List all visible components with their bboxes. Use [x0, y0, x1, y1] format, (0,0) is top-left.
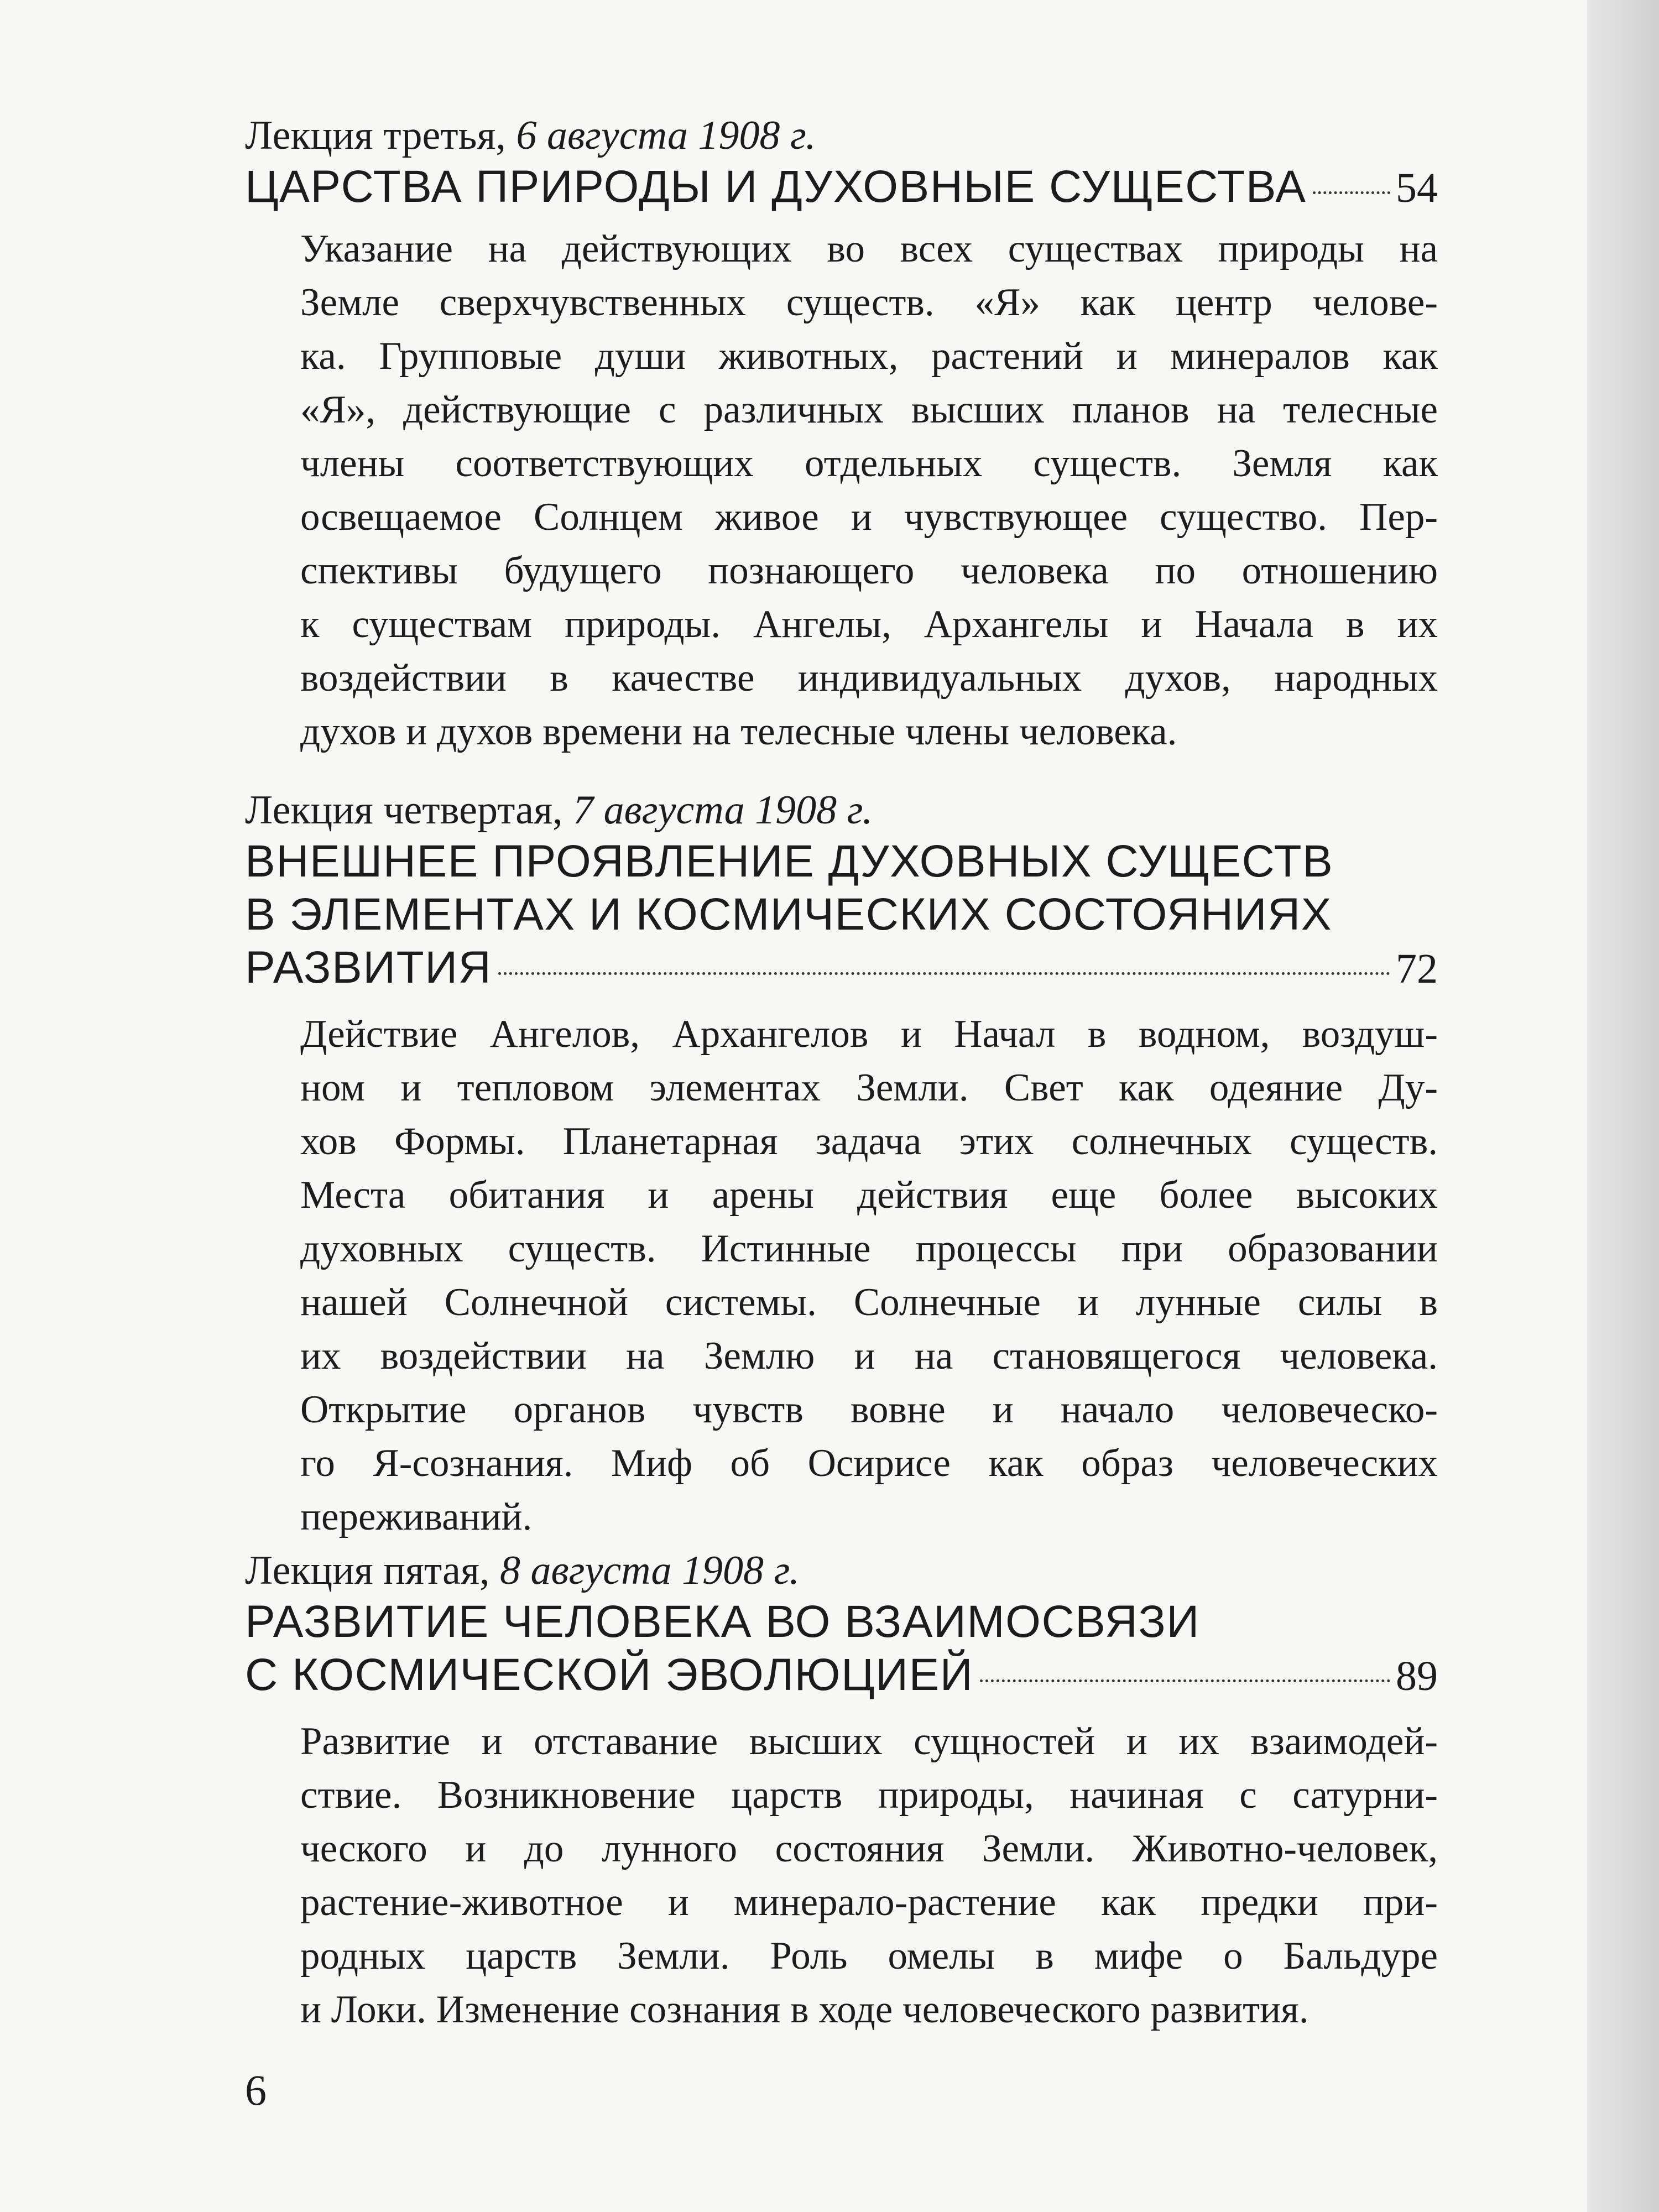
- lecture-header: [245, 111, 1438, 160]
- lecture-header: [245, 1546, 1438, 1595]
- summary-line: освещаемое Солнцем живое и чувствующее существо. Пер-: [300, 495, 1438, 539]
- summary-line: Действие Ангелов, Архангелов и Начал в водном, воздуш-: [300, 1013, 1438, 1056]
- summary-line: хов Формы. Планетарная задача этих солнечных существ.: [300, 1120, 1438, 1163]
- lecture-title: [245, 835, 1438, 995]
- summary-line: Указание на действующих во всех существах природы на: [300, 227, 1438, 270]
- summary-line: «Я», действующие с различных высших планов на телесные: [300, 388, 1438, 431]
- summary-line: спективы будущего познающего человека по отношению: [300, 549, 1438, 592]
- toc-entry-lecture-4: [245, 785, 1438, 1544]
- summary-line: Земле сверхчувственных существ. «Я» как центр челове-: [300, 281, 1438, 324]
- title-line: В ЭЛЕМЕНТАХ И КОСМИЧЕСКИХ СОСТОЯНИЯХ: [245, 889, 1332, 940]
- title-line: РАЗВИТИЕ ЧЕЛОВЕКА ВО ВЗАИМОСВЯЗИ: [245, 1597, 1200, 1647]
- dot-leader: [1313, 191, 1390, 194]
- lecture-date: 6 августа 1908 г.: [516, 113, 816, 158]
- page-reference: 89: [1396, 1653, 1438, 1699]
- toc-entry-lecture-5: [245, 1546, 1438, 2037]
- lecture-summary: [245, 222, 1438, 759]
- lecture-date: 7 августа 1908 г.: [573, 787, 873, 833]
- summary-line: переживаний.: [300, 1495, 533, 1538]
- dot-leader: [498, 972, 1390, 975]
- lecture-summary: [245, 1008, 1438, 1544]
- toc-entry-lecture-3: [245, 111, 1438, 759]
- lecture-title: [245, 160, 1438, 215]
- summary-line: го Я-сознания. Миф об Осирисе как образ человеческих: [300, 1442, 1438, 1485]
- lecture-summary: [245, 1715, 1438, 2037]
- summary-line: ствие. Возникновение царств природы, начиная с сатурни-: [300, 1773, 1438, 1817]
- title-line: С КОСМИЧЕСКОЙ ЭВОЛЮЦИЕЙ: [245, 1650, 974, 1700]
- summary-line: Открытие органов чувств вовне и начало человеческо-: [300, 1388, 1438, 1431]
- lecture-title: [245, 1595, 1438, 1703]
- title-line: ВНЕШНЕЕ ПРОЯВЛЕНИЕ ДУХОВНЫХ СУЩЕСТВ: [245, 836, 1334, 886]
- lecture-header: [245, 785, 1438, 835]
- lecture-label: Лекция пятая,: [245, 1548, 500, 1593]
- summary-line: Развитие и отставание высших сущностей и их взаимодей-: [300, 1720, 1438, 1763]
- page-edge: [1587, 0, 1659, 2212]
- title-line: РАЗВИТИЯ: [245, 942, 492, 993]
- summary-line: к существам природы. Ангелы, Архангелы и Начала в их: [300, 603, 1438, 646]
- dot-leader: [980, 1679, 1390, 1682]
- summary-line: ка. Групповые души животных, растений и минералов как: [300, 335, 1438, 378]
- summary-line: Места обитания и арены действия еще более высоких: [300, 1173, 1438, 1217]
- toc-line: [245, 941, 1438, 995]
- toc-line: [245, 1648, 1438, 1703]
- summary-line: и Локи. Изменение сознания в ходе человеческого развития.: [300, 1988, 1309, 2031]
- summary-line: их воздействии на Землю и на становящегося человека.: [300, 1334, 1438, 1378]
- summary-line: духов и духов времени на телесные члены человека.: [300, 710, 1177, 753]
- summary-line: духовных существ. Истинные процессы при образовании: [300, 1227, 1438, 1270]
- summary-line: ном и тепловом элементах Земли. Свет как одеяние Ду-: [300, 1066, 1438, 1109]
- page-number: 6: [245, 2066, 267, 2114]
- summary-line: растение-животное и минерало-растение как предки при-: [300, 1881, 1438, 1924]
- summary-line: члены соответствующих отдельных существ. Земля как: [300, 442, 1438, 485]
- toc-line: [245, 160, 1438, 215]
- title-line: ЦАРСТВА ПРИРОДЫ И ДУХОВНЫЕ СУЩЕСТВА: [245, 161, 1307, 212]
- summary-line: нашей Солнечной системы. Солнечные и лунные силы в: [300, 1281, 1438, 1324]
- summary-line: воздействии в качестве индивидуальных духов, народных: [300, 656, 1438, 700]
- lecture-date: 8 августа 1908 г.: [499, 1548, 800, 1593]
- page-reference: 54: [1396, 165, 1438, 211]
- lecture-label: Лекция третья,: [245, 113, 517, 158]
- lecture-label: Лекция четвертая,: [245, 787, 573, 833]
- summary-line: ческого и до лунного состояния Земли. Животно-человек,: [300, 1827, 1438, 1870]
- page-reference: 72: [1396, 946, 1438, 992]
- summary-line: родных царств Земли. Роль омелы в мифе о Бальдуре: [300, 1934, 1438, 1978]
